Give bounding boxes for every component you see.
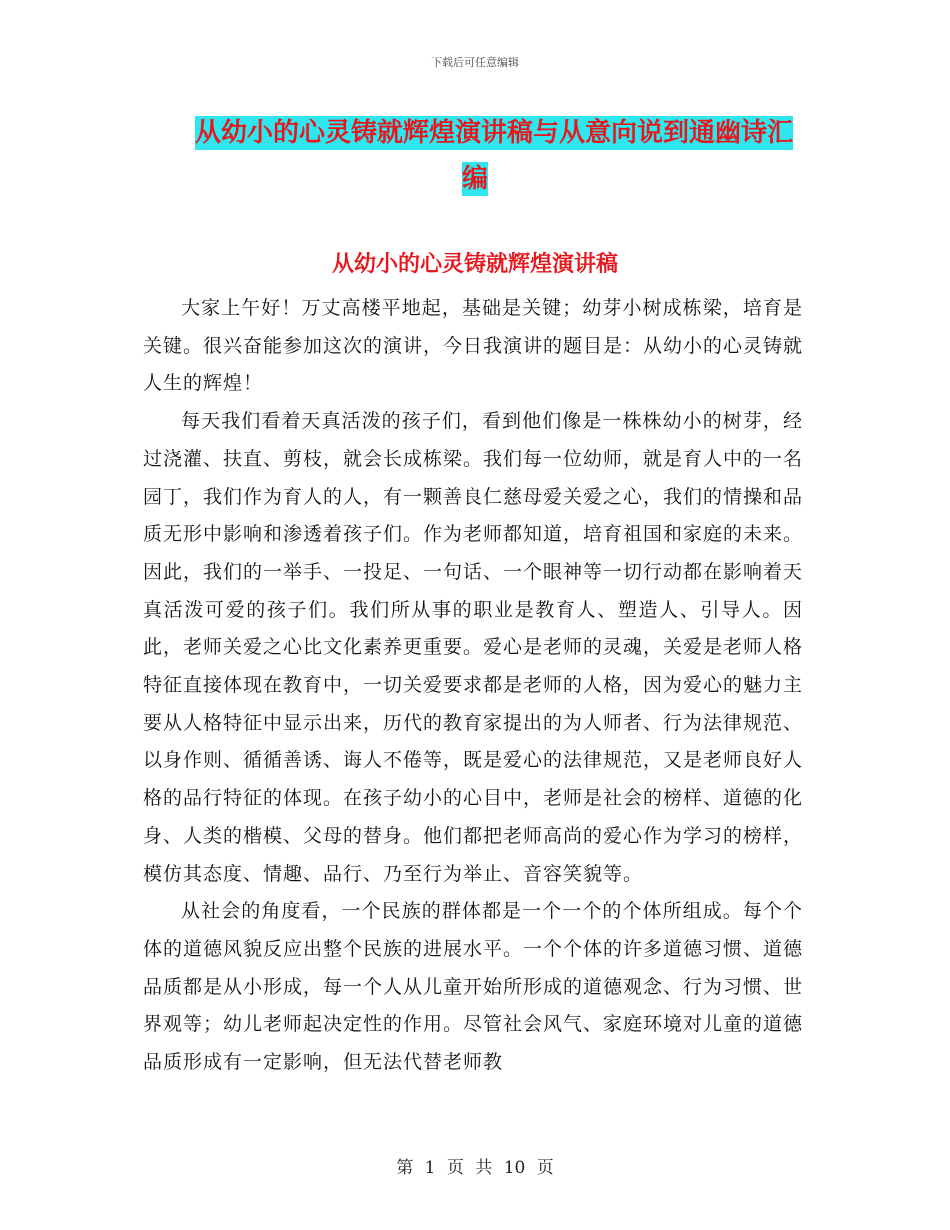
body-text xyxy=(143,290,803,1082)
paragraph: 大家上午好！万丈高楼平地起，基础是关键；幼芽小树成栋梁，培育是关键。很兴奋能参加这次的演讲，今日我演讲的题目是：从幼小的心灵铸就人生的辉煌！ xyxy=(143,297,804,395)
paragraph: 从社会的角度看，一个民族的群体都是一个一个的个体所组成。每个个体的道德风貌反应出整个民族的进展水平。一个个体的许多道德习惯、道德品质都是从小形成，每一个人从儿童开始所形成的道德观念、行为习惯、世界观等；幼儿老师起决定性的作用。尽管社会风气、家庭环境对儿童的道德品质形成有一定影响，但无法代替老师教 xyxy=(143,900,804,1074)
header-note: 下载后可任意编辑 xyxy=(431,56,519,69)
page-number: 第 1 页 共 10 页 xyxy=(396,1158,554,1178)
paragraph: 每天我们看着天真活泼的孩子们，看到他们像是一株株幼小的树芽，经过浇灌、扶直、剪枝，就会长成栋梁。我们每一位幼师，就是育人中的一名园丁，我们作为育人的人，有一颗善良仁慈母爱关爱之心，我们的情操和品质无形中影响和渗透着孩子们。作为老师都知道，培育祖国和家庭的未来。因此，我们的一举手、一投足、一句话、一个眼神等一切行动都在影响着天真活泼可爱的孩子们。我们所从事的职业是教育人、塑造人、引导人。因此，老师关爱之心比文化素养更重要。爱心是老师的灵魂，关爱是老师人格特征直接体现在教育中，一切关爱要求都是老师的人格，因为爱心的魅力主要从人格特征中显示出来，历代的教育家提出的为人师者、行为法律规范、以身作则、循循善诱、诲人不倦等，既是爱心的法律规范，又是老师良好人格的品行特征的体现。在孩子幼小的心目中，老师是社会的榜样、道德的化身、人类的楷模、父母的替身。他们都把老师高尚的爱心作为学习的榜样，模仿其态度、情趣、品行、乃至行为举止、音容笑貌等。 xyxy=(143,410,804,885)
document-title-line2: 编 xyxy=(461,164,488,194)
document-title xyxy=(0,110,950,202)
document-title-line1: 从幼小的心灵铸就辉煌演讲稿与从意向说到通幽诗汇 xyxy=(194,118,793,148)
section-title: 从幼小的心灵铸就辉煌演讲稿 xyxy=(331,252,618,277)
